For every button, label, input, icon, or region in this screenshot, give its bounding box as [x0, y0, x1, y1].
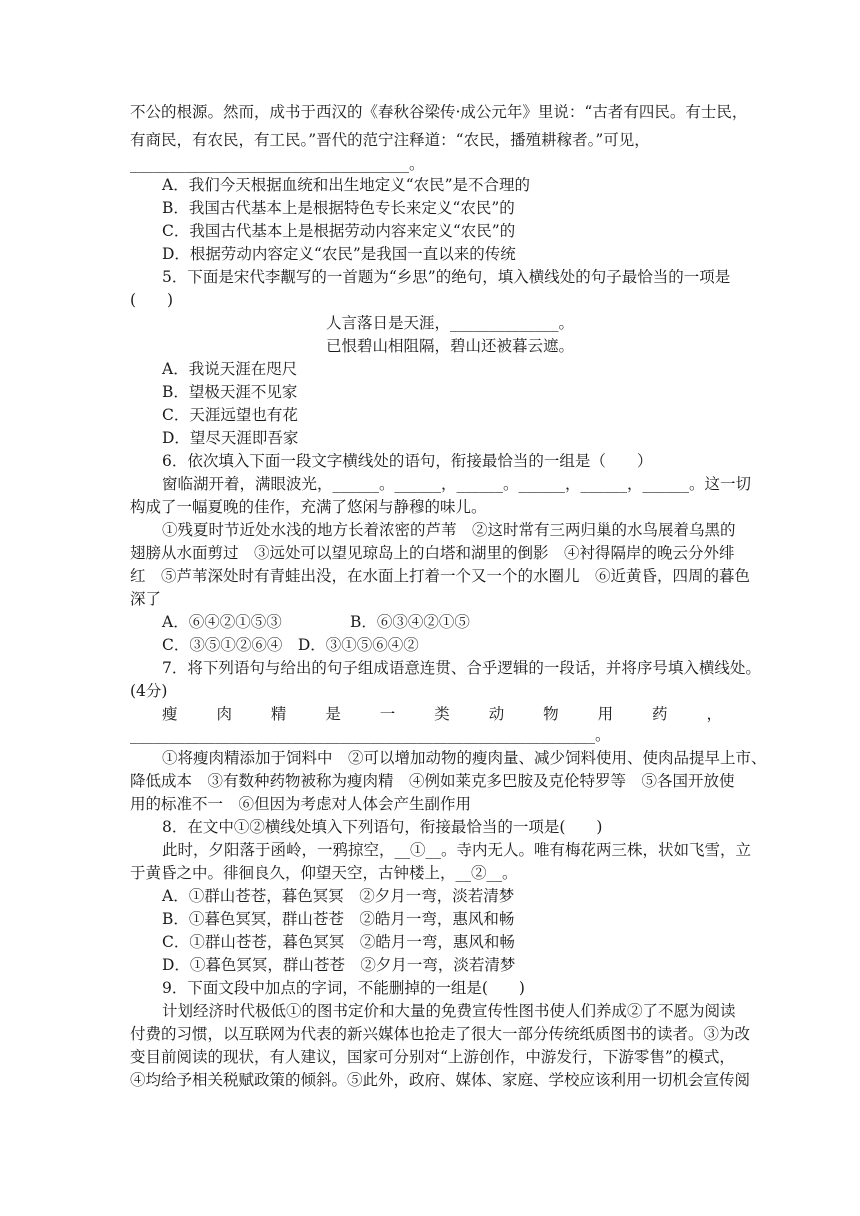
- option-c: C．①群山苍苍，暮色冥冥 ②皓月一弯，惠风和畅: [162, 933, 515, 951]
- blank-1: __①__: [394, 841, 442, 859]
- poem-line: 已恨碧山相阻隔，碧山还被暮云遮。: [326, 337, 575, 355]
- text-segment: 。寺内无人。唯有梅花两三株，状如飞雪，立: [441, 841, 752, 859]
- option-a: A．我说天涯在咫尺: [162, 360, 298, 378]
- question-8: 8．在文中①②横线处填入下列语句，衔接最恰当的一项是( ): [162, 818, 603, 836]
- option-d: D．根据劳动内容定义“农民”是我国一直以来的传统: [162, 245, 516, 263]
- option-cd: C．③⑤①②⑥④ D．③①⑤⑥④②: [162, 636, 419, 654]
- question-5: 5．下面是宋代李觏写的一首题为“乡思”的绝句，填入横线处的句子最恰当的一项是: [162, 268, 731, 286]
- answer-paren: ( ): [130, 291, 174, 309]
- text-line: ①将瘦肉精添加于饲料中 ②可以增加动物的瘦肉量、减少饲料使用、使肉品提早上市、: [162, 749, 767, 767]
- text-line: 不公的根源。然而，成书于西汉的《春秋谷梁传·成公元年》里说：“古者有四民。有士民，: [130, 103, 748, 121]
- option-a: A．我们今天根据血统和出生地定义“农民”是不合理的: [162, 176, 531, 194]
- text-line: [130, 861, 518, 885]
- option-d: D．望尽天涯即吾家: [162, 429, 299, 447]
- text-line: [162, 838, 751, 862]
- text-line: 构成了一幅夏晚的佳作，充满了悠闲与静穆的味儿。: [130, 498, 487, 516]
- option-a: A．①群山苍苍，暮色冥冥 ②夕月一弯，淡若清梦: [162, 887, 515, 905]
- text-line: 翅膀从水面剪过 ③远处可以望见琼岛上的白塔和湖里的倒影 ④衬得隔岸的晚云分外绯: [130, 544, 735, 562]
- option-b: B．望极天涯不见家: [162, 383, 298, 401]
- text-line: 有商民，有农民，有工民。”晋代的范宁注释道：“农民，播殖耕稼者。”可见，: [130, 131, 650, 149]
- question-6: 6．依次填入下面一段文字横线处的语句，衔接最恰当的一组是（ ）: [162, 452, 653, 470]
- text-segment: 。: [502, 864, 518, 882]
- question-7: 7．将下列语句与给出的句子组成语意连贯、合乎逻辑的一段话，并将序号填入横线处。: [162, 659, 761, 677]
- option-c: C．我国古代基本上是根据劳动内容来定义“农民”的: [162, 222, 516, 240]
- text-line: 深了: [130, 590, 162, 608]
- text-line: 用的标准不一 ⑥但因为考虑对人体会产生副作用: [130, 795, 472, 813]
- question-9: 9．下面文段中加点的字词，不能删掉的一组是( ): [162, 979, 525, 997]
- text-line: 红 ⑤芦苇深处时有青蛙出没，在水面上打着一个又一个的水圈儿 ⑥近黄昏，四周的暮色: [130, 567, 751, 585]
- text-line: ④均给予相关税赋政策的倾斜。⑤此外，政府、媒体、家庭、学校应该利用一切机会宣传阅: [130, 1071, 751, 1089]
- option-b: B．我国古代基本上是根据特色专长来定义“农民”的: [162, 199, 515, 217]
- text-segment: 此时，夕阳落于函岭，一鸦掠空，: [162, 841, 395, 859]
- text-line: 瘦 肉 精 是 一 类 动 物 用 药 ，: [162, 705, 722, 723]
- text-segment: 于黄昏之中。徘徊良久，仰望天空，古钟楼上，: [130, 864, 456, 882]
- option-a: A．⑥④②①⑤③: [162, 613, 282, 631]
- text-line: 付费的习惯，以互联网为代表的新兴媒体也抢走了很大一部分传统纸质图书的读者。③为改: [130, 1025, 751, 1043]
- answer-blank: ____________________________________。: [130, 155, 425, 173]
- text-line: 降低成本 ③有数种药物被称为瘦肉精 ④例如莱克多巴胺及克伦特罗等 ⑤各国开放使: [130, 772, 735, 790]
- text-line: ①残夏时节近处水浅的地方长着浓密的芦苇 ②这时常有三两归巢的水鸟展着乌黑的: [162, 521, 736, 539]
- poem-line: 人言落日是天涯，______________。: [326, 314, 575, 332]
- answer-blank: ____________________________________________________________。: [130, 726, 611, 744]
- score-note: (4分): [130, 682, 168, 700]
- option-d: D．①暮色冥冥，群山苍苍 ②夕月一弯，淡若清梦: [162, 956, 516, 974]
- option-c: C．天涯远望也有花: [162, 406, 298, 424]
- blank-2: __②__: [455, 864, 503, 882]
- text-line: 变目前阅读的现状，有人建议，国家可分别对“上游创作，中游发行，下游零售”的模式，: [130, 1048, 735, 1066]
- option-b: B．①暮色冥冥，群山苍苍 ②皓月一弯，惠风和畅: [162, 910, 515, 928]
- option-b: B．⑥③④②①⑤: [350, 613, 470, 631]
- text-line: 窗临湖开着，满眼波光，______。______，______。______，______，______。这一切: [162, 475, 752, 493]
- text-line: 计划经济时代极低①的图书定价和大量的免费宣传性图书使人们养成②了不愿为阅读: [162, 1002, 736, 1020]
